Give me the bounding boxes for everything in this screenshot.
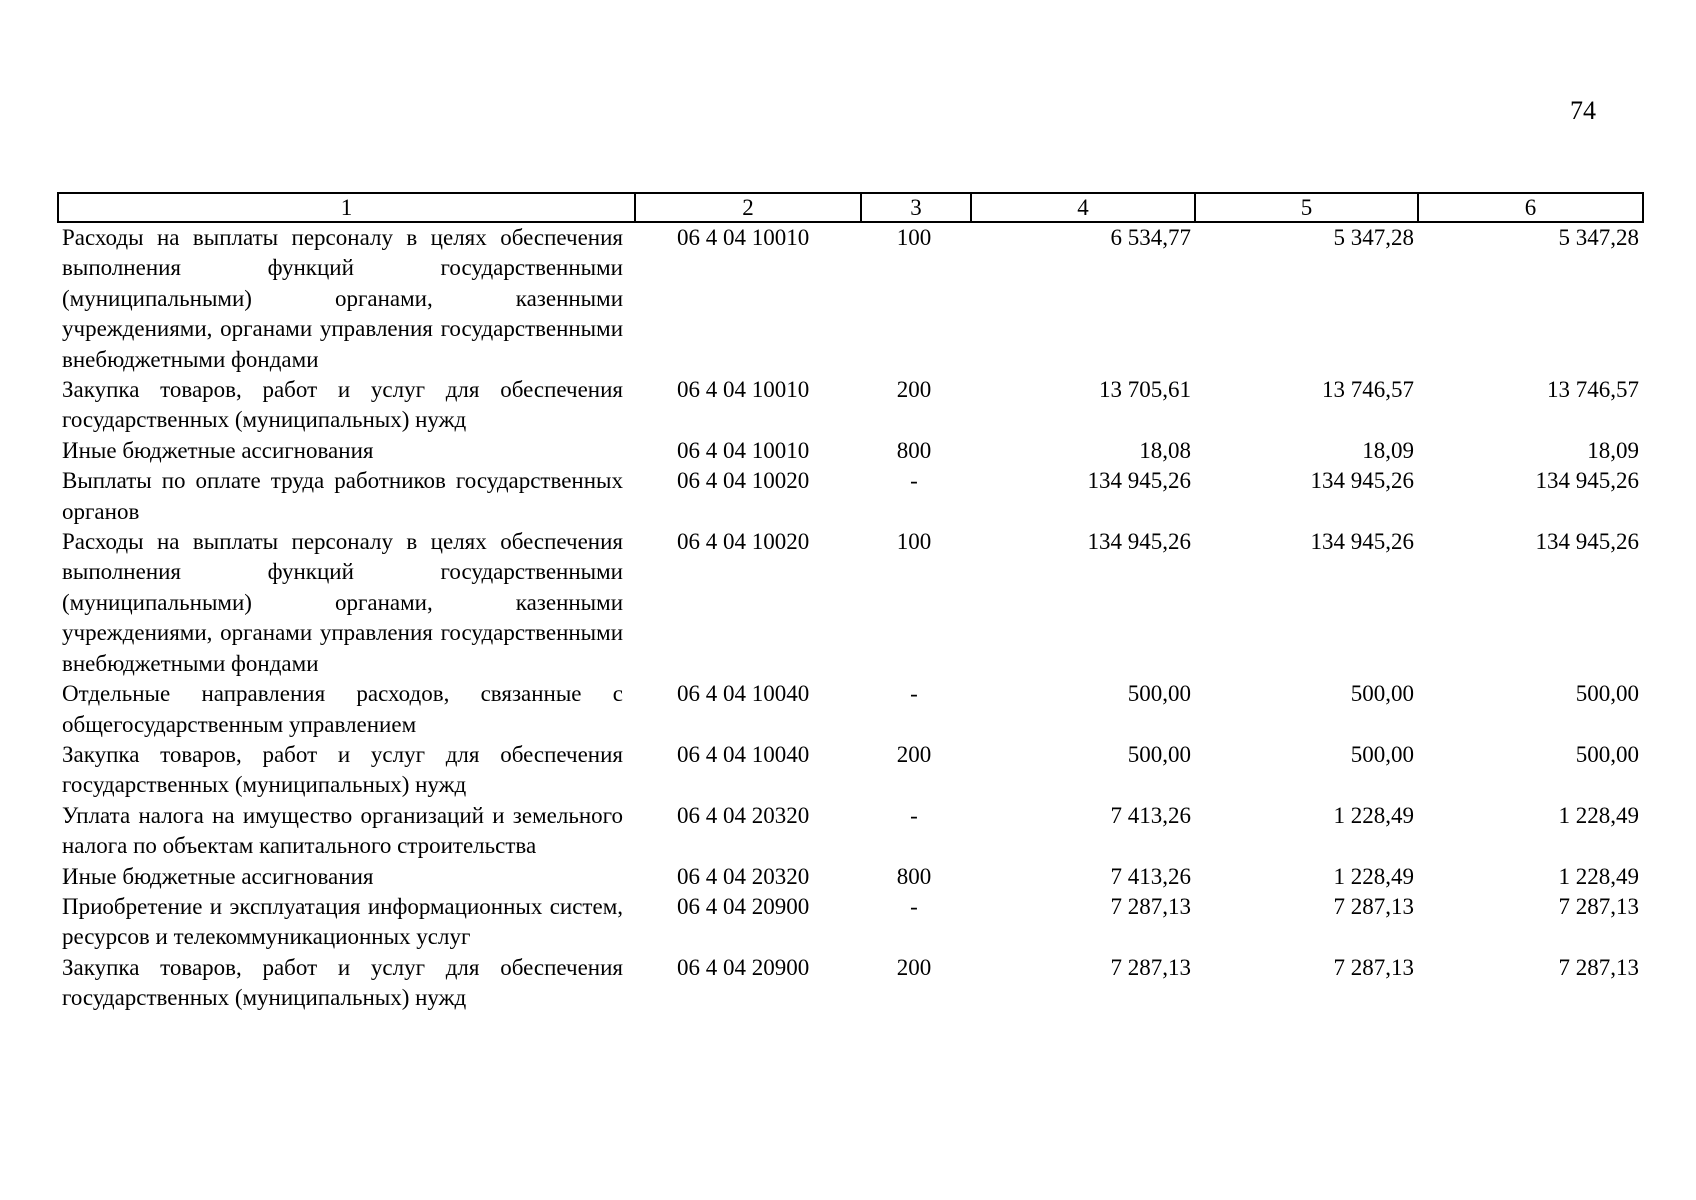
row-value-col4: 7 287,13: [1110, 954, 1191, 980]
row-code-cell: 06 4 04 20320: [677, 863, 810, 889]
row-value-col6: 5 347,28: [1558, 225, 1639, 250]
row-type-cell: 200: [896, 377, 932, 403]
row-type-cell: 800: [896, 863, 932, 889]
table-row: [58, 527, 1643, 679]
row-code-cell: 06 4 04 10040: [677, 741, 810, 767]
header-row: [58, 193, 1643, 222]
table-row: [58, 892, 1643, 953]
row-value-col4: 6 534,77: [1110, 225, 1191, 250]
row-value-col6: 500,00: [1575, 681, 1639, 707]
row-code-cell: 06 4 04 10010: [677, 437, 810, 463]
header-col-5: 5: [1195, 193, 1418, 222]
row-type-cell: 100: [896, 529, 932, 555]
row-value-col5: 1 228,49: [1333, 802, 1414, 828]
row-code-cell: 06 4 04 10020: [677, 468, 810, 494]
row-value-col5: 13 746,57: [1322, 377, 1414, 403]
row-value-col4: 134 945,26: [1087, 468, 1191, 494]
row-value-col4: 7 413,26: [1110, 802, 1191, 828]
row-type-cell: 100: [896, 225, 932, 250]
row-name-cell: Выплаты по оплате труда работников государственных органов: [62, 468, 623, 524]
table-row: [58, 862, 1643, 892]
row-value-col6: 13 746,57: [1547, 377, 1639, 403]
row-type-cell: 800: [896, 437, 932, 463]
row-value-col6: 1 228,49: [1558, 863, 1639, 889]
row-value-col5: 7 287,13: [1333, 954, 1414, 980]
row-name-cell: Приобретение и эксплуатация информационных систем, ресурсов и телекоммуникационных услуг: [62, 893, 623, 950]
row-value-col5: 134 945,26: [1310, 529, 1414, 555]
row-code-cell: 06 4 04 10010: [677, 225, 810, 250]
row-type-cell: -: [910, 468, 918, 494]
row-value-col6: 18,09: [1587, 437, 1639, 463]
table-row: [58, 679, 1643, 740]
table-row: [58, 953, 1643, 1014]
row-value-col4: 7 413,26: [1110, 863, 1191, 889]
row-name-cell: Закупка товаров, работ и услуг для обеспечения государственных (муниципальных) нужд: [62, 741, 623, 798]
row-value-col4: 18,08: [1139, 437, 1191, 463]
row-type-cell: -: [910, 802, 918, 828]
row-type-cell: 200: [896, 741, 932, 767]
row-code-cell: 06 4 04 20900: [677, 893, 810, 919]
table-row: [58, 222, 1643, 375]
row-value-col5: 500,00: [1350, 741, 1414, 767]
row-value-col5: 134 945,26: [1310, 468, 1414, 494]
row-code-cell: 06 4 04 20320: [677, 802, 810, 828]
table-body: [58, 222, 1643, 1014]
row-type-cell: -: [910, 893, 918, 919]
page-number: 74: [1570, 96, 1596, 125]
row-code-cell: 06 4 04 10020: [677, 529, 810, 555]
row-code-cell: 06 4 04 10040: [677, 681, 810, 707]
row-value-col5: 7 287,13: [1333, 893, 1414, 919]
table-row: [58, 466, 1643, 527]
row-code-cell: 06 4 04 20900: [677, 954, 810, 980]
row-type-cell: 200: [896, 954, 932, 980]
row-value-col5: 18,09: [1362, 437, 1414, 463]
table-row: [58, 375, 1643, 436]
row-code-cell: 06 4 04 10010: [677, 377, 810, 403]
row-name-cell: Закупка товаров, работ и услуг для обеспечения государственных (муниципальных) нужд: [62, 377, 623, 433]
row-value-col5: 500,00: [1350, 681, 1414, 707]
row-value-col5: 1 228,49: [1333, 863, 1414, 889]
row-name-cell: Отдельные направления расходов, связанные с общегосударственным управлением: [62, 681, 623, 737]
row-value-col6: 7 287,13: [1558, 893, 1639, 919]
row-value-col6: 1 228,49: [1558, 802, 1639, 828]
table-row: [58, 801, 1643, 862]
row-value-col4: 13 705,61: [1099, 377, 1191, 403]
row-name-cell: Иные бюджетные ассигнования: [62, 863, 374, 889]
row-value-col6: 500,00: [1575, 741, 1639, 767]
row-name-cell: Расходы на выплаты персоналу в целях обеспечения выполнения функций государственными (муниципальными) органами, казенными учреждениями, органами управления государственными внебюджетными фондами: [62, 529, 623, 676]
row-value-col6: 134 945,26: [1535, 468, 1639, 494]
header-col-1: 1: [58, 193, 635, 222]
row-value-col4: 500,00: [1127, 741, 1191, 767]
row-value-col4: 7 287,13: [1110, 893, 1191, 919]
row-value-col4: 500,00: [1127, 681, 1191, 707]
table-row: [58, 436, 1643, 466]
row-name-cell: Расходы на выплаты персоналу в целях обеспечения выполнения функций государственными (муниципальными) органами, казенными учреждениями, органами управления государственными внебюджетными фондами: [62, 225, 623, 372]
row-name-cell: Уплата налога на имущество организаций и земельного налога по объектам капитального строительства: [62, 802, 623, 859]
row-name-cell: Закупка товаров, работ и услуг для обеспечения государственных (муниципальных) нужд: [62, 954, 623, 1011]
header-col-4: 4: [971, 193, 1195, 222]
table-row: [58, 740, 1643, 801]
row-value-col4: 134 945,26: [1087, 529, 1191, 555]
header-col-2: 2: [635, 193, 861, 222]
row-name-cell: Иные бюджетные ассигнования: [62, 437, 374, 463]
row-value-col6: 134 945,26: [1535, 529, 1639, 555]
row-value-col6: 7 287,13: [1558, 954, 1639, 980]
row-value-col5: 5 347,28: [1333, 225, 1414, 250]
budget-table: [57, 192, 1644, 1014]
header-col-3: 3: [861, 193, 971, 222]
row-type-cell: -: [910, 681, 918, 707]
header-col-6: 6: [1418, 193, 1643, 222]
